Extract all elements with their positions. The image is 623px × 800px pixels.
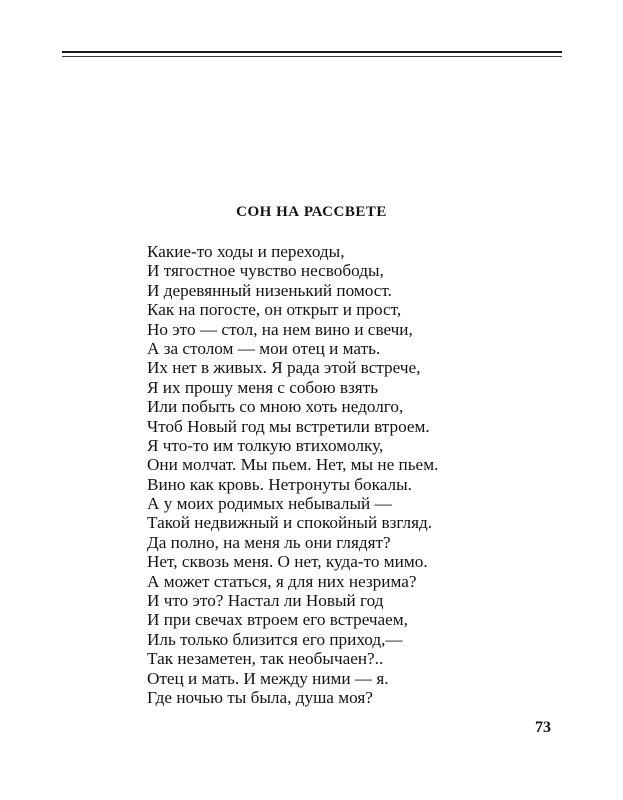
poem-line: Такой недвижный и спокойный взгляд. <box>147 513 433 533</box>
poem-line: А у моих родимых небывалый — <box>147 494 392 514</box>
poem-line: Чтоб Новый год мы встретили втроем. <box>147 416 430 436</box>
poem-line: Нет, сквозь меня. О нет, куда-то мимо. <box>147 552 428 572</box>
poem-line: Так незаметен, так необычаен?.. <box>147 649 384 669</box>
header-rule-top <box>62 51 562 53</box>
poem-line: Вино как кровь. Нетронуты бокалы. <box>147 474 412 494</box>
poem-line: А за столом — мои отец и мать. <box>147 338 381 358</box>
poem-line: А может статься, я для них незрима? <box>147 571 417 591</box>
poem-line: Да полно, на меня ль они глядят? <box>147 532 391 552</box>
poem-line: Где ночью ты была, душа моя? <box>147 687 373 707</box>
poem-line: И что это? Настал ли Новый год <box>147 591 384 611</box>
poem-line: Я их прошу меня с собою взять <box>147 377 379 397</box>
poem-line: Отец и мать. И между ними — я. <box>147 668 389 688</box>
page-number: 73 <box>535 719 551 736</box>
poem-line: Они молчат. Мы пьем. Нет, мы не пьем. <box>147 455 439 475</box>
poem-line: Я что-то им толкую втихомолку, <box>147 435 384 455</box>
poem-line: Какие-то ходы и переходы, <box>147 242 345 261</box>
poem-line: Или побыть со мною хоть недолго, <box>147 397 404 417</box>
poem-line: Иль только близится его приход,— <box>147 629 403 649</box>
poem-line: И деревянный низенький помост. <box>147 280 392 300</box>
header-rule-bottom <box>62 56 562 57</box>
poem-line: Как на погосте, он открыт и прост, <box>147 300 402 320</box>
poem-line: Но это — стол, на нем вино и свечи, <box>147 319 413 339</box>
poem-line: И тягостное чувство несвободы, <box>147 261 384 281</box>
poem-line: И при свечах втроем его встречаем, <box>147 610 408 630</box>
poem-title: СОН НА РАССВЕТЕ <box>236 204 387 220</box>
poem-text <box>147 242 438 707</box>
poem-line: Их нет в живых. Я рада этой встрече, <box>147 358 421 378</box>
